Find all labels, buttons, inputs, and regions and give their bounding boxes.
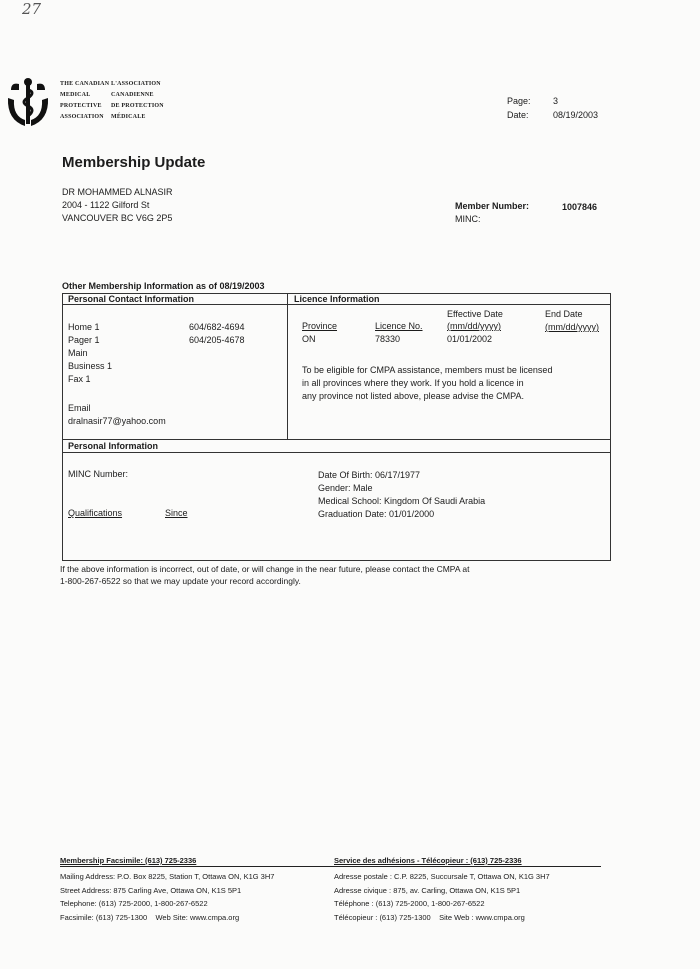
licence-number: 78330 [375,334,401,344]
cmpa-logo-icon [5,76,51,130]
contact-values [189,321,245,347]
contact-label-pager: Pager 1 [68,335,100,345]
contact-label-business: Business 1 [68,361,113,371]
personal-contact-heading: Personal Contact Information [68,294,195,304]
medical-school: Medical School: Kingdom Of Saudi Arabia [318,496,486,506]
page-title: Membership Update [62,154,206,171]
page-value: 3 [553,96,559,106]
column-divider [287,293,288,439]
contact-notice: If the above information is incorrect, out of date, or will change in the near future, please contact the CMPA at 1-800-267-6522 so that we may update your record accordingly. [60,564,470,586]
contact-value-home: 604/682-4694 [189,322,245,332]
personal-details [318,469,485,521]
member-number-label: Member Number: [455,201,530,211]
col-effective-top: Effective Date [447,309,503,319]
footer-divider [60,866,601,867]
org-name-en: THE CANADIAN MEDICAL PROTECTIVE ASSOCIATION [60,81,110,120]
col-end-top: End Date [545,309,583,319]
other-info-heading: Other Membership Information as of 08/19/2003 [62,281,265,291]
col-effective-fmt: (mm/dd/yyyy) [447,321,501,331]
footer-fr-heading: Service des adhésions - Télécopieur : (613) 725-2336 [334,856,522,865]
footer-fr: Adresse postale : C.P. 8225, Succursale T, Ottawa ON, K1G 3H7 Adresse civique : 875, av. Carling, Ottawa ON, K1S 5P1 Téléphone : (613) 725-2000, 1-800-267-6522 Télécopieur : (613) 725-1300 Site Web : www.cmpa.org [334,872,550,922]
footer-fr-website[interactable]: Site Web : www.cmpa.org [439,912,525,922]
col-province: Province [302,321,338,331]
minc-label: MINC: [455,214,481,224]
date-value: 08/19/2003 [553,110,599,120]
since-label: Since [165,508,188,518]
contact-value-pager: 604/205-4678 [189,335,245,345]
personal-info-heading: Personal Information [68,441,159,451]
contact-label-fax: Fax 1 [68,374,91,384]
gender: Gender: Male [318,483,373,493]
licence-province: ON [302,334,316,344]
footer-en: Mailing Address: P.O. Box 8225, Station T, Ottawa ON, K1G 3H7 Street Address: 875 Carling Ave, Ottawa ON, K1S 5P1 Telephone: (613) 725-2000, 1-800-267-6522 Facsimile: (613) 725-1300 Web Site: www.cmpa.org [60,872,275,922]
member-number-value: 1007846 [562,202,598,212]
page-label: Page: [507,96,531,106]
graduation-date: Graduation Date: 01/01/2000 [318,509,435,519]
header-divider [62,304,610,305]
contact-label-main: Main [68,348,88,358]
member-address: DR MOHAMMED ALNASIR 2004 - 1122 Gilford St VANCOUVER BC V6G 2P5 [62,187,173,223]
minc-number-label: MINC Number: [68,469,129,479]
contact-labels [68,321,112,386]
org-name-fr: L'ASSOCIATION CANADIENNE DE PROTECTION MÉDICALE [111,81,164,120]
email-label: Email [68,403,91,413]
section-divider [62,439,610,440]
date-of-birth: Date Of Birth: 06/17/1977 [318,470,421,480]
date-label: Date: [507,110,529,120]
qualifications-label: Qualifications [68,508,123,518]
col-licence-no: Licence No. [375,321,423,331]
footer-en-heading: Membership Facsimile: (613) 725-2336 [60,856,197,865]
col-end-fmt: (mm/dd/yyyy) [545,322,599,332]
licence-heading: Licence Information [294,294,380,304]
licence-notice: To be eligible for CMPA assistance, members must be licensed in all provinces where they work. If you hold a licence in any province not listed above, please advise the CMPA. [302,365,553,401]
handwritten-note: 27 [22,0,42,18]
email-block [68,402,166,428]
personal-header-divider [62,452,610,453]
email-value: dralnasir77@yahoo.com [68,416,166,426]
footer-en-website[interactable]: Web Site: www.cmpa.org [155,912,240,922]
licence-effective: 01/01/2002 [447,334,493,344]
contact-label-home: Home 1 [68,322,100,332]
